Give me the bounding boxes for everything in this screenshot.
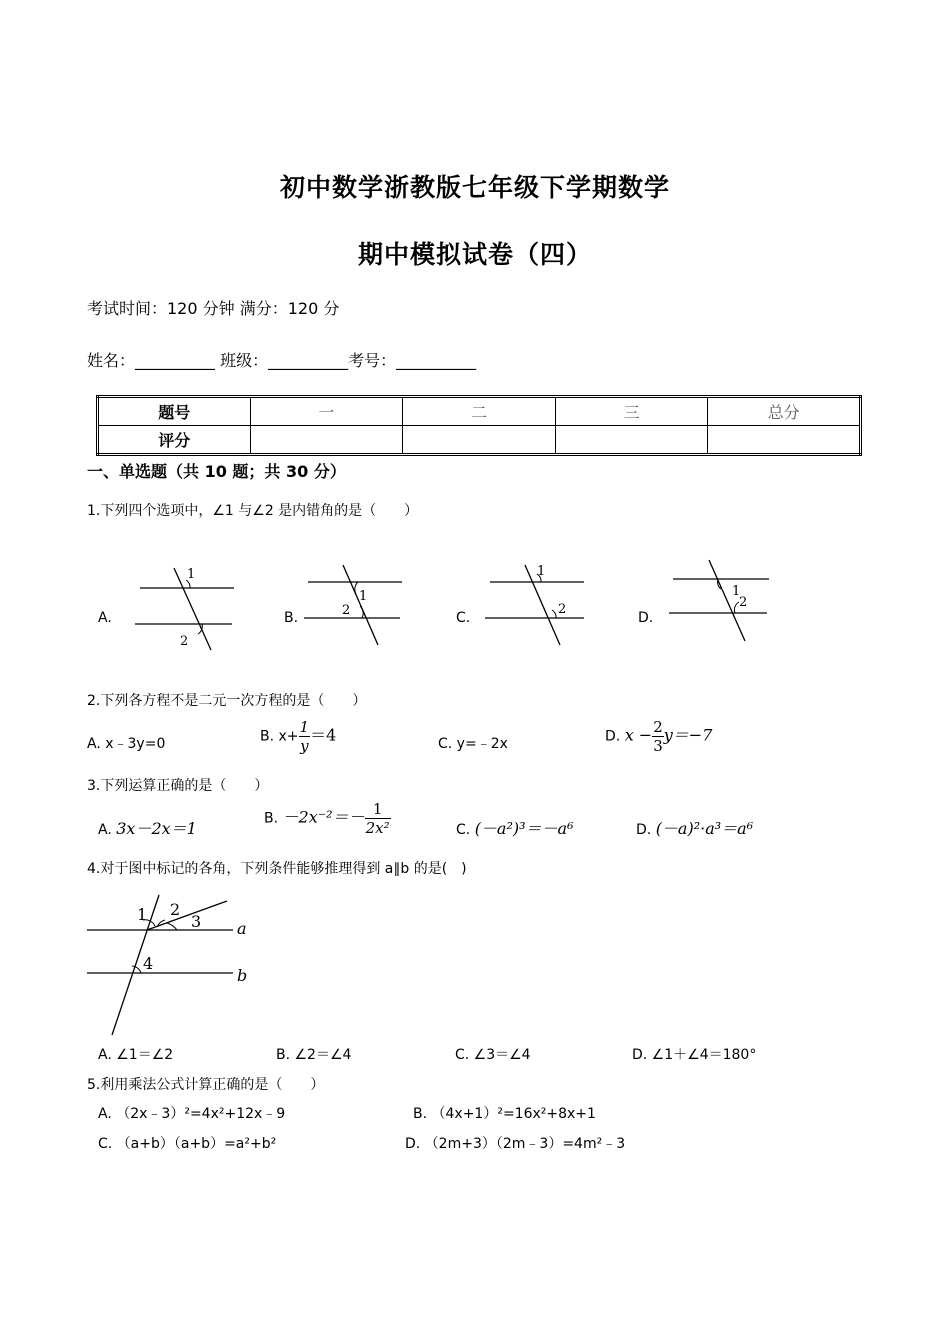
q3-c-expr: (－a²)³＝－a⁶ xyxy=(474,819,574,838)
q4-angle-3: 3 xyxy=(191,912,202,931)
table-header-score: 评分 xyxy=(98,426,251,455)
q3-a-expr: 3x－2x＝1 xyxy=(116,819,197,838)
q2-option-d[interactable] xyxy=(605,718,712,755)
question-5-stem: 5.利用乘法公式计算正确的是（ ） xyxy=(87,1077,325,1093)
question-4-stem: 4.对于图中标记的各角，下列条件能够推理得到 a∥b 的是( ) xyxy=(87,861,467,877)
q3-option-b[interactable] xyxy=(264,800,391,837)
score-table-header-row xyxy=(98,397,861,426)
q3-b-lhs: －2x⁻²＝－ xyxy=(282,807,365,827)
table-col-1: 一 xyxy=(250,397,403,426)
q4-angle-1: 1 xyxy=(137,905,148,924)
q1-option-d-label[interactable]: D. xyxy=(638,610,654,626)
q2-d-tail: y＝−7 xyxy=(663,725,713,745)
q3-option-d[interactable] xyxy=(636,816,753,839)
q5-option-a[interactable]: A. （2x﹣3）²=4x²+12x﹣9 xyxy=(98,1106,286,1122)
q4-option-d[interactable]: D. ∠1＋∠4＝180° xyxy=(632,1047,757,1063)
table-col-total: 总分 xyxy=(708,397,861,426)
score-table xyxy=(96,395,862,456)
q3-d-label: D. xyxy=(636,822,652,838)
q3-d-expr: (－a)²·a³＝a⁶ xyxy=(655,819,754,838)
q1-figure-a xyxy=(130,560,240,655)
question-3-stem: 3.下列运算正确的是（ ） xyxy=(87,778,269,794)
q5-option-b[interactable]: B. （4x+1）²=16x²+8x+1 xyxy=(413,1106,596,1122)
q2-d-num: 2 xyxy=(653,718,663,736)
question-2-stem: 2.下列各方程不是二元一次方程的是（ ） xyxy=(87,693,367,709)
q4-line-a: a xyxy=(237,919,247,938)
q4-angle-4: 4 xyxy=(143,954,154,973)
q4-angle-2: 2 xyxy=(170,900,181,919)
angle-label-1: 1 xyxy=(187,567,196,582)
angle-label-1: 1 xyxy=(537,564,546,579)
q4-option-c[interactable]: C. ∠3＝∠4 xyxy=(455,1047,531,1063)
q4-figure xyxy=(85,890,265,1040)
score-cell[interactable] xyxy=(555,426,708,455)
q2-d-x: x − xyxy=(624,725,653,745)
q1-figure-d xyxy=(665,555,775,650)
q2-b-den: y xyxy=(300,737,309,755)
angle-label-1: 1 xyxy=(732,584,741,599)
q2-option-c[interactable]: C. y=﹣2x xyxy=(438,736,508,752)
q2-d-prefix: D. xyxy=(605,728,621,745)
title-line-2: 期中模拟试卷（四） xyxy=(357,240,592,269)
title-line-1: 初中数学浙教版七年级下学期数学 xyxy=(279,173,670,202)
q3-b-fraction xyxy=(365,800,391,837)
q2-d-fraction xyxy=(652,718,664,755)
q3-b-num: 1 xyxy=(365,800,391,819)
q3-a-label: A. xyxy=(98,822,112,838)
q4-line-b: b xyxy=(237,966,248,985)
angle-label-2: 2 xyxy=(739,595,748,610)
q5-option-d[interactable]: D. （2m+3）（2m﹣3）=4m²﹣3 xyxy=(405,1136,626,1152)
score-cell[interactable] xyxy=(250,426,403,455)
table-col-2: 二 xyxy=(403,397,556,426)
q1-option-c-label[interactable]: C. xyxy=(456,610,471,626)
q1-option-b-label[interactable]: B. xyxy=(284,610,299,626)
q3-option-c[interactable] xyxy=(456,816,574,839)
q2-b-num: 1 xyxy=(299,718,310,736)
q2-b-fraction xyxy=(299,718,311,755)
score-cell[interactable] xyxy=(403,426,556,455)
q1-figure-c xyxy=(480,560,590,655)
q2-option-b[interactable] xyxy=(260,718,336,755)
angle-label-2: 2 xyxy=(558,602,567,617)
score-cell[interactable] xyxy=(708,426,861,455)
table-col-3: 三 xyxy=(555,397,708,426)
exam-time-score: 考试时间：120 分钟 满分：120 分 xyxy=(87,299,340,318)
score-table-score-row xyxy=(98,426,861,455)
q2-d-den: 3 xyxy=(653,737,663,755)
q1-option-a-label[interactable]: A. xyxy=(98,610,112,626)
q2-option-a[interactable]: A. x﹣3y=0 xyxy=(87,736,166,752)
angle-label-1: 1 xyxy=(359,589,368,604)
table-header-question-no: 题号 xyxy=(98,397,251,426)
q3-b-den: 2x² xyxy=(365,819,390,837)
q3-b-label: B. xyxy=(264,810,279,827)
angle-label-2: 2 xyxy=(342,603,351,618)
q4-option-b[interactable]: B. ∠2＝∠4 xyxy=(276,1047,352,1063)
q1-figure-b xyxy=(300,560,410,655)
q3-option-a[interactable] xyxy=(98,816,197,839)
q2-b-tail: ＝4 xyxy=(310,725,337,745)
student-fields[interactable]: 姓名：__________ 班级：__________考号：__________ xyxy=(87,351,477,370)
angle-label-2: 2 xyxy=(180,634,189,649)
question-1-stem: 1.下列四个选项中，∠1 与∠2 是内错角的是（ ） xyxy=(87,503,419,519)
q3-c-label: C. xyxy=(456,822,471,838)
q5-option-c[interactable]: C. （a+b）（a+b）=a²+b² xyxy=(98,1136,277,1152)
section-heading: 一、单选题（共 10 题；共 30 分） xyxy=(87,462,346,481)
q2-b-prefix: B. x+ xyxy=(260,728,299,745)
q4-option-a[interactable]: A. ∠1＝∠2 xyxy=(98,1047,174,1063)
